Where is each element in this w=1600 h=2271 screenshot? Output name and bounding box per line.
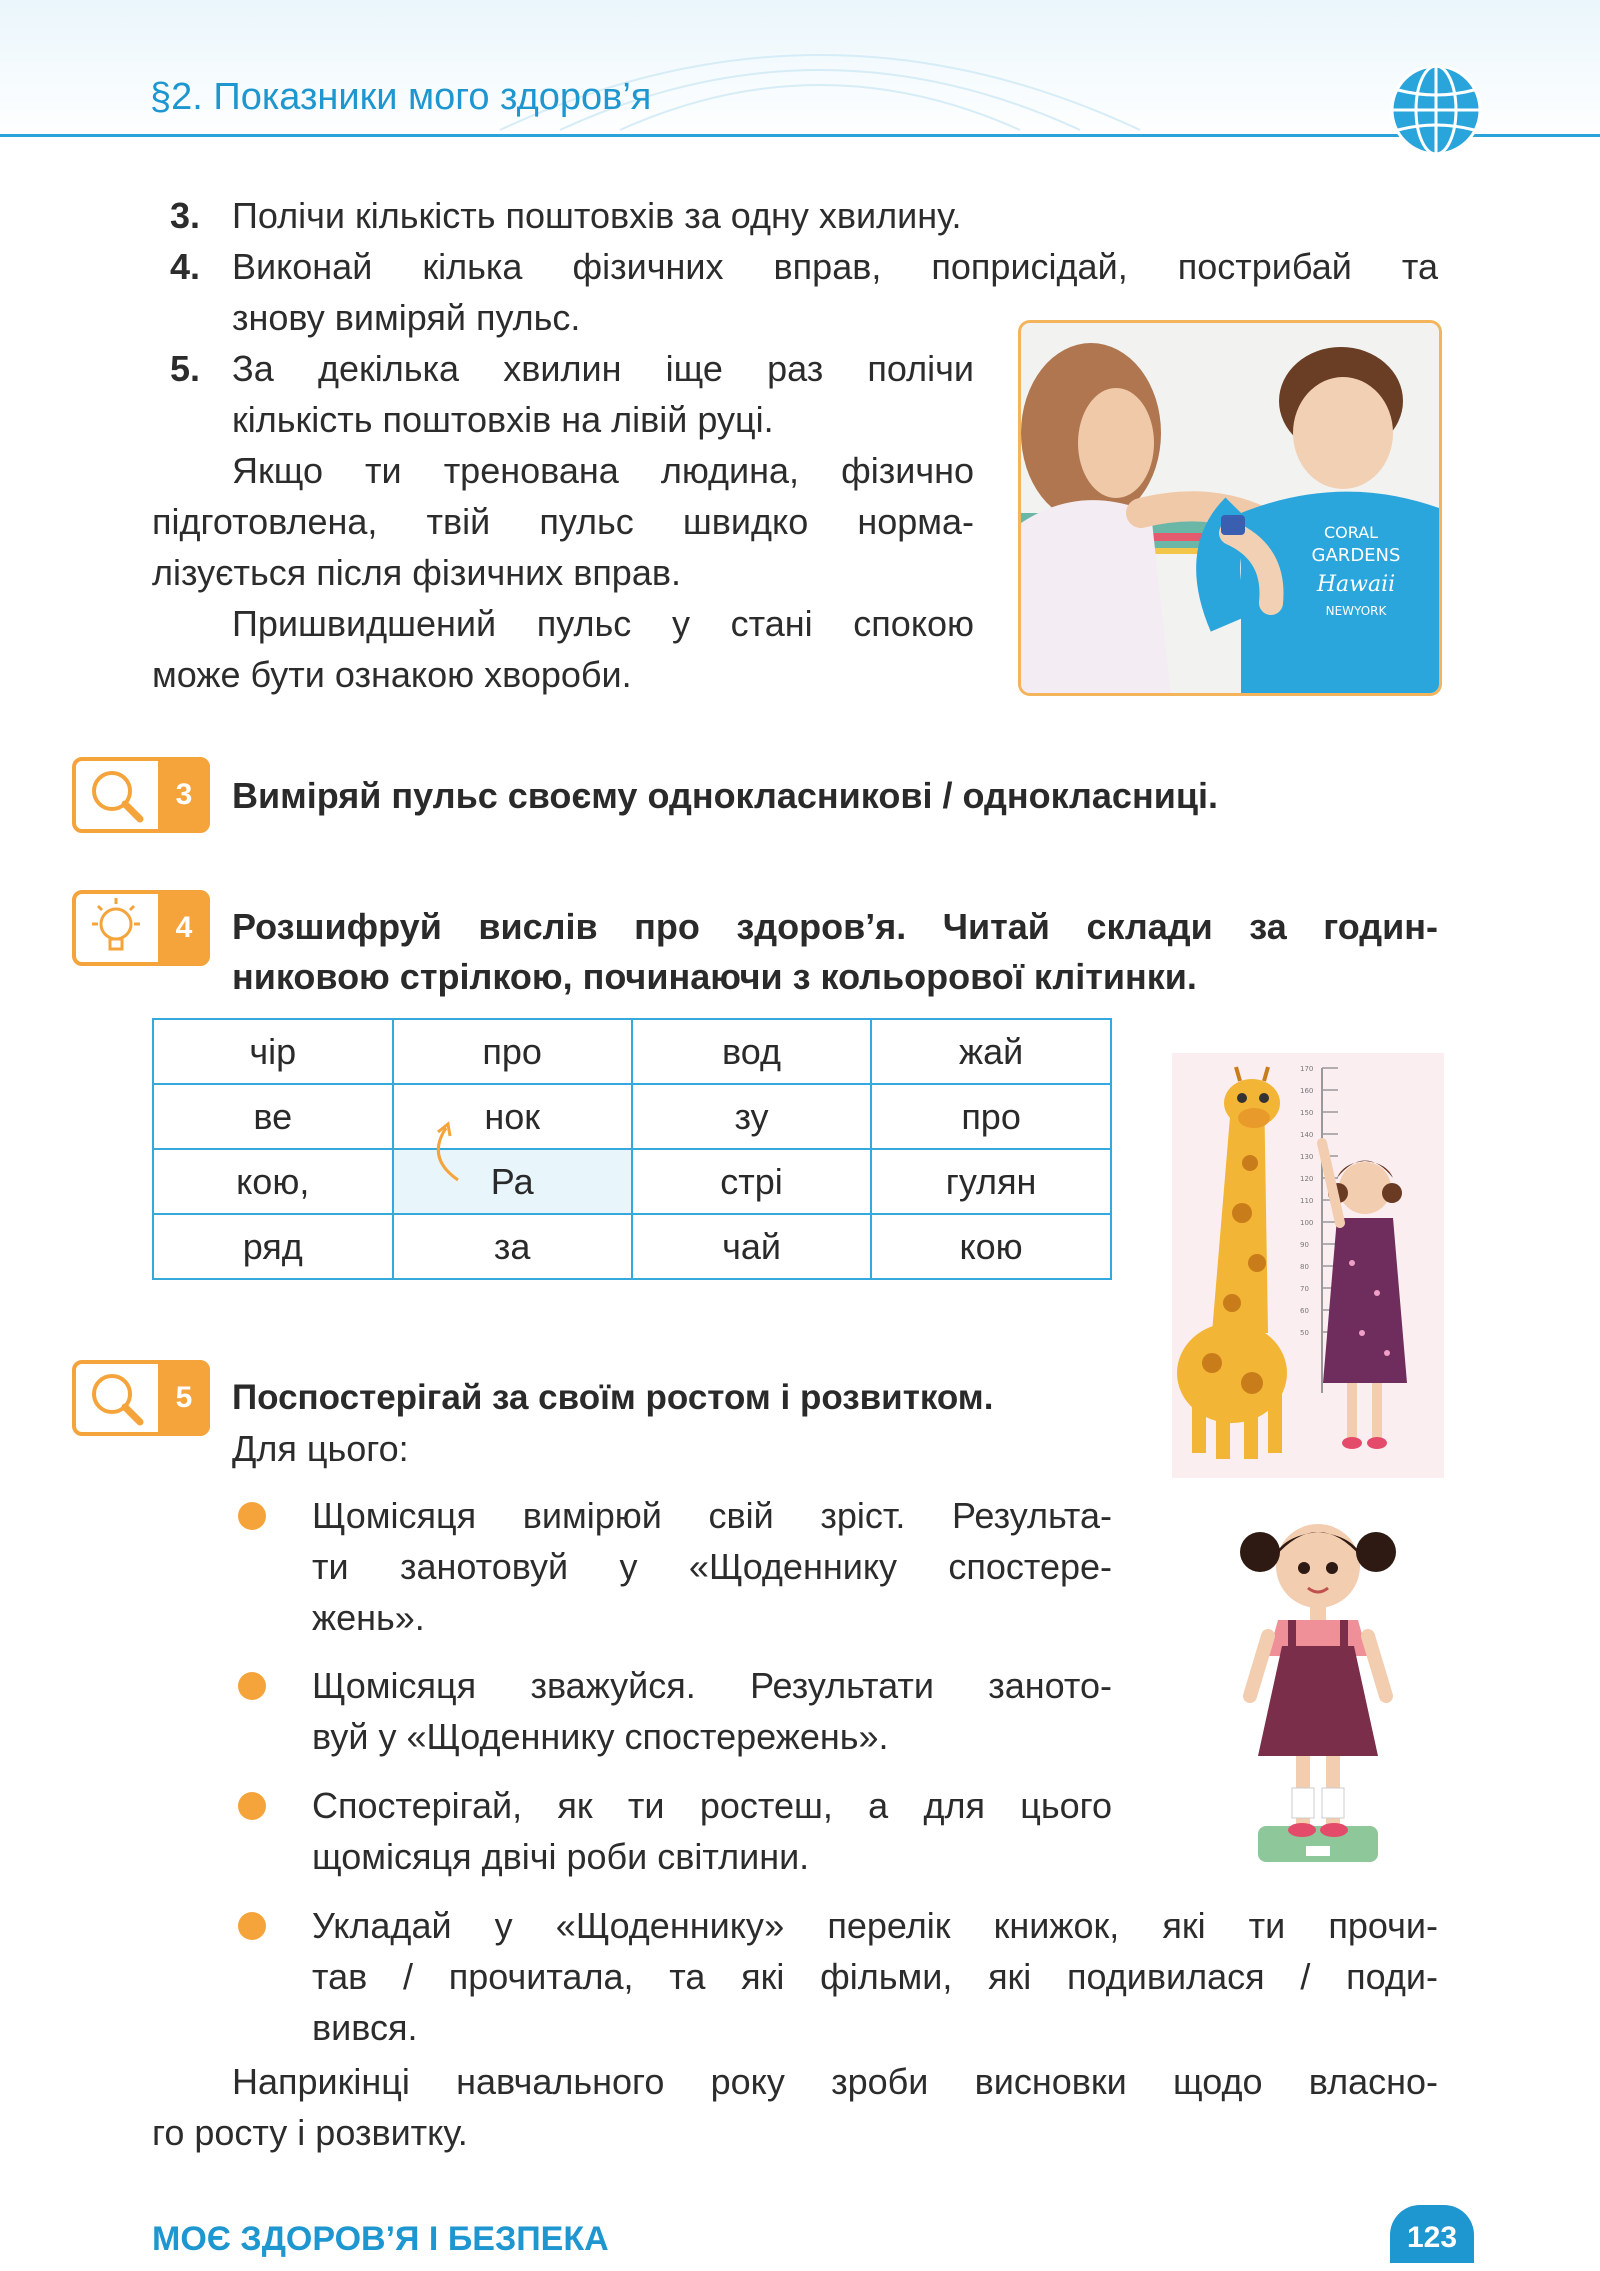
table-cell-start: Ра <box>393 1149 632 1214</box>
table-cell: чай <box>632 1214 871 1279</box>
shirt-text-1: CORAL <box>1323 523 1379 542</box>
table-cell: про <box>393 1019 632 1084</box>
shirt-text-2: GARDENS <box>1311 545 1401 566</box>
ruler-label: 110 <box>1300 1197 1314 1205</box>
bullet-1-line3: жень». <box>312 1597 425 1638</box>
task-5-title: Поспостерігай за своїм ростом і розвитком. <box>232 1378 994 1417</box>
task-5-subtitle: Для цього: <box>232 1428 409 1469</box>
lightbulb-icon <box>82 894 152 962</box>
table-cell: про <box>871 1084 1111 1149</box>
bullet-2-line2: вуй у «Щоденнику спостережень». <box>312 1716 889 1757</box>
curved-arrow-icon <box>418 1118 478 1188</box>
table-cell: стрі <box>632 1149 871 1214</box>
bullet-3-line1: Спостерігай, як ти ростеш, а для цього <box>312 1785 1112 1826</box>
ruler-label: 150 <box>1300 1109 1314 1117</box>
task-5-badge <box>72 1360 210 1436</box>
task-4-line2: никовою стрілкою, починаючи з кольорової клітинки. <box>232 956 1197 997</box>
table-cell: кою <box>871 1214 1111 1279</box>
table-cell: нок <box>393 1084 632 1149</box>
table-row <box>153 1019 1111 1084</box>
task-4-badge <box>72 890 210 966</box>
conclusion-line2: го росту і розвитку. <box>152 2112 468 2153</box>
header-band <box>0 0 1600 140</box>
ruler-label: 50 <box>1300 1329 1309 1337</box>
step-3-number: 3. <box>170 195 201 236</box>
page-number: 123 <box>1390 2205 1474 2263</box>
paragraph-1-line2: підготовлена, твій пульс швидко норма- <box>152 501 974 542</box>
bullet-1-line1: Щомісяця вимірюй свій зріст. Результа- <box>312 1495 1112 1536</box>
magnifier-icon <box>82 1364 152 1432</box>
shirt-text-3: Hawaii <box>1316 572 1396 597</box>
table-cell: жай <box>871 1019 1111 1084</box>
table-cell: гулян <box>871 1149 1111 1214</box>
task-3-number: 3 <box>158 757 210 833</box>
table-cell: чір <box>153 1019 393 1084</box>
ruler-label: 60 <box>1300 1307 1309 1315</box>
header-rule <box>0 134 1600 137</box>
table-cell: ряд <box>153 1214 393 1279</box>
ruler-label: 170 <box>1300 1065 1314 1073</box>
conclusion-line1: Наприкінці навчального року зроби висновки щодо власно- <box>232 2061 1438 2102</box>
bullet-dot <box>238 1502 266 1530</box>
pulse-photo-illustration <box>1021 323 1439 693</box>
footer-section-title: МОЄ ЗДОРОВ’Я І БЕЗПЕКА <box>152 2220 609 2258</box>
bullet-1-line2: ти занотовуй у «Щоденнику спостере- <box>312 1546 1112 1587</box>
paragraph-1-line1: Якщо ти тренована людина, фізично <box>232 450 974 491</box>
bullet-dot <box>238 1912 266 1940</box>
section-title: §2. Показники мого здоров’я <box>150 76 652 118</box>
table-row <box>153 1149 1111 1214</box>
task-3-text: Виміряй пульс своєму однокласникові / однокласниці. <box>232 775 1218 816</box>
paragraph-2-line2: може бути ознакою хвороби. <box>152 654 632 695</box>
step-4-line1: Виконай кілька фізичних вправ, поприсідай, пострибай та <box>232 246 1438 287</box>
ruler-label: 120 <box>1300 1175 1314 1183</box>
task-5-number: 5 <box>158 1360 210 1436</box>
bullet-4-line2: тав / прочитала, та які фільми, які подивилася / поди- <box>312 1956 1438 1997</box>
task-3-badge <box>72 757 210 833</box>
paragraph-1-line3: лізується після фізичних вправ. <box>152 552 681 593</box>
ruler-label: 130 <box>1300 1153 1314 1161</box>
table-row <box>153 1214 1111 1279</box>
table-cell: кою, <box>153 1149 393 1214</box>
magnifier-icon <box>82 761 152 829</box>
step-4-number: 4. <box>170 246 201 287</box>
bullet-3-line2: щомісяця двічі роби світлини. <box>312 1836 810 1877</box>
paragraph-2-line1: Пришвидшений пульс у стані спокою <box>232 603 974 644</box>
bullet-dot <box>238 1672 266 1700</box>
shirt-text-4: NEWYORK <box>1325 604 1387 618</box>
step-4-line2: знову виміряй пульс. <box>232 297 581 338</box>
task-4-number: 4 <box>158 890 210 966</box>
step-5-line1: За декілька хвилин іще раз полічи <box>232 348 974 389</box>
ruler-label: 140 <box>1300 1131 1314 1139</box>
girl-on-scale-illustration <box>1218 1496 1418 1876</box>
bullet-2-line1: Щомісяця зважуйся. Результати заното- <box>312 1665 1112 1706</box>
table-cell: зу <box>632 1084 871 1149</box>
bullet-dot <box>238 1792 266 1820</box>
height-chart-illustration <box>1172 1053 1444 1478</box>
bullet-4-line1: Укладай у «Щоденнику» перелік книжок, які ти прочи- <box>312 1905 1438 1946</box>
task-4-line1: Розшифруй вислів про здоров’я. Читай склади за годин- <box>232 906 1438 947</box>
table-cell: вод <box>632 1019 871 1084</box>
table-cell: за <box>393 1214 632 1279</box>
syllable-table <box>152 1018 1112 1280</box>
step-5-line2: кількість поштовхів на лівій руці. <box>232 399 774 440</box>
ruler-label: 80 <box>1300 1263 1309 1271</box>
ruler-label: 90 <box>1300 1241 1309 1249</box>
height-chart-svg <box>1172 1053 1444 1478</box>
ruler-label: 100 <box>1300 1219 1314 1227</box>
globe-icon <box>1388 62 1484 158</box>
header-arcs <box>0 0 1600 140</box>
pulse-photo <box>1018 320 1442 696</box>
ruler-label: 70 <box>1300 1285 1309 1293</box>
step-3-text: Полічи кількість поштовхів за одну хвилину. <box>232 195 962 236</box>
step-5-number: 5. <box>170 348 201 389</box>
table-cell: ве <box>153 1084 393 1149</box>
table-row <box>153 1084 1111 1149</box>
ruler-label: 160 <box>1300 1087 1314 1095</box>
bullet-4-line3: вився. <box>312 2007 418 2048</box>
